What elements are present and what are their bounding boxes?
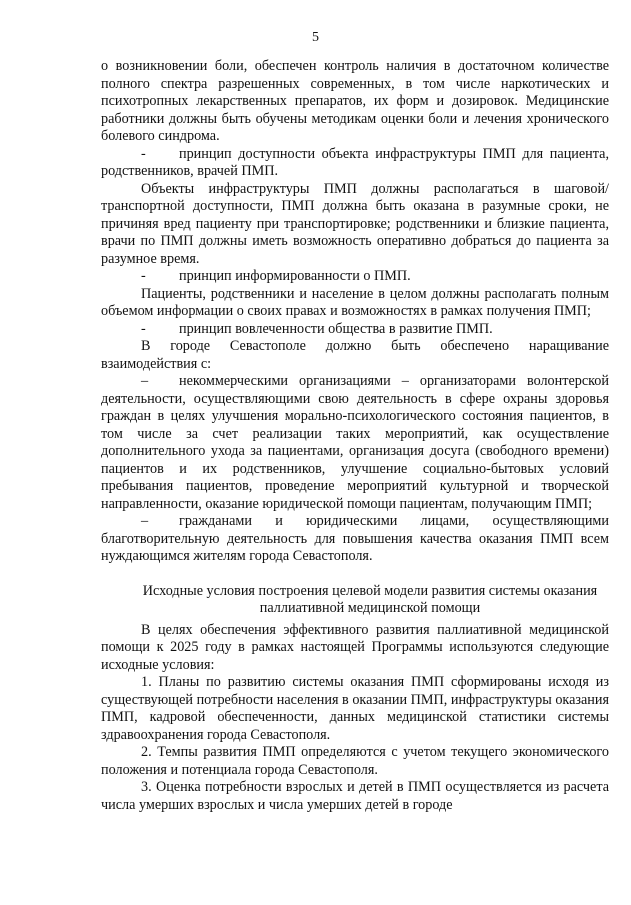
list-item-informedness-principle: [101, 268, 609, 286]
list-item-accessibility-principle: [101, 146, 609, 181]
paragraph-pain-control: о возникновении боли, обеспечен контроль наличия в достаточном количестве полного спектра разрешенных современных, в том числе наркотических и психотропных лекарственных препаратов, их форм и дозировок. Медицинские работники должны быть обучены методикам оценки боли и лечения хронического болевого синдрома.: [101, 58, 609, 144]
list-dash: –: [141, 373, 149, 389]
numbered-item-2: 2. Темпы развития ПМП определяются с учетом текущего экономического положения и потенциала города Севастополя.: [101, 744, 609, 778]
list-dash: –: [141, 513, 149, 529]
numbered-item-3: 3. Оценка потребности взрослых и детей в ПМП осуществляется из расчета числа умерших взрослых и числа умерших детей в городе: [101, 779, 609, 813]
list-item-text: принцип доступности объекта инфраструктуры ПМП для пациента, родственников, врачей ПМП.: [101, 145, 609, 179]
list-item-text: принцип вовлеченности общества в развитие ПМП.: [179, 320, 493, 337]
list-dash: -: [141, 320, 146, 337]
section-heading: Исходные условия построения целевой модели развития системы оказания паллиативной медицинской помощи: [142, 582, 598, 616]
list-item-involvement-principle: [101, 321, 609, 339]
list-item-text: принцип информированности о ПМП.: [179, 268, 411, 284]
document-body: [101, 58, 609, 814]
paragraph-initial-conditions: В целях обеспечения эффективного развития паллиативной медицинской помощи к 2025 году в рамках настоящей Программы используются следующие исходные условия:: [101, 621, 609, 673]
list-item-nonprofit-organizations: [101, 373, 609, 513]
list-item-text: некоммерческими организациями – организаторами волонтерской деятельности, осуществляющими свою деятельность в сфере охраны здоровья граждан в целях улучшения морально-психологического состояния пациентов, в том числе за счет реализации таких мероприятий, как осуществление дополнительного ухода за пациентами, организация досуга (свободного времени) пациентов и их родственников, улучшение социально-бытовых условий пребывания пациентов, проведение мероприятий культурной и творческой направленности, оказание юридической помощи пациентам, получающим ПМП;: [101, 373, 609, 512]
paragraph-sevastopol-interaction: В городе Севастополе должно быть обеспечено наращивание взаимодействия с:: [101, 338, 609, 372]
paragraph-patients-information: Пациенты, родственники и население в целом должны располагать полным объемом информации о своих правах и возможностях в рамках получения ПМП;: [101, 285, 609, 319]
list-dash: -: [141, 268, 146, 284]
list-item-text: гражданами и юридическими лицами, осуществляющими благотворительную деятельность для повышения качества оказания ПМП всем нуждающимся жителям города Севастополя.: [101, 513, 609, 564]
list-dash: -: [141, 145, 146, 162]
page-number: 5: [312, 30, 319, 45]
list-item-citizens-legal-entities: [101, 513, 609, 566]
numbered-item-1: 1. Планы по развитию системы оказания ПМП сформированы исходя из существующей потребности населения в оказании ПМП, инфраструктуры оказания ПМП, кадровой обеспеченности, данных медицинской статистики системы здравоохранения города Севастополя.: [101, 674, 609, 743]
paragraph-infrastructure-objects: Объекты инфраструктуры ПМП должны располагаться в шаговой/транспортной доступности, ПМП должна быть оказана в разумные сроки, не причиняя вред пациенту при транспортировке; родственники и близкие пациента, врачи по ПМП должны иметь возможность оперативно добраться до пациента за разумное время.: [101, 180, 609, 267]
